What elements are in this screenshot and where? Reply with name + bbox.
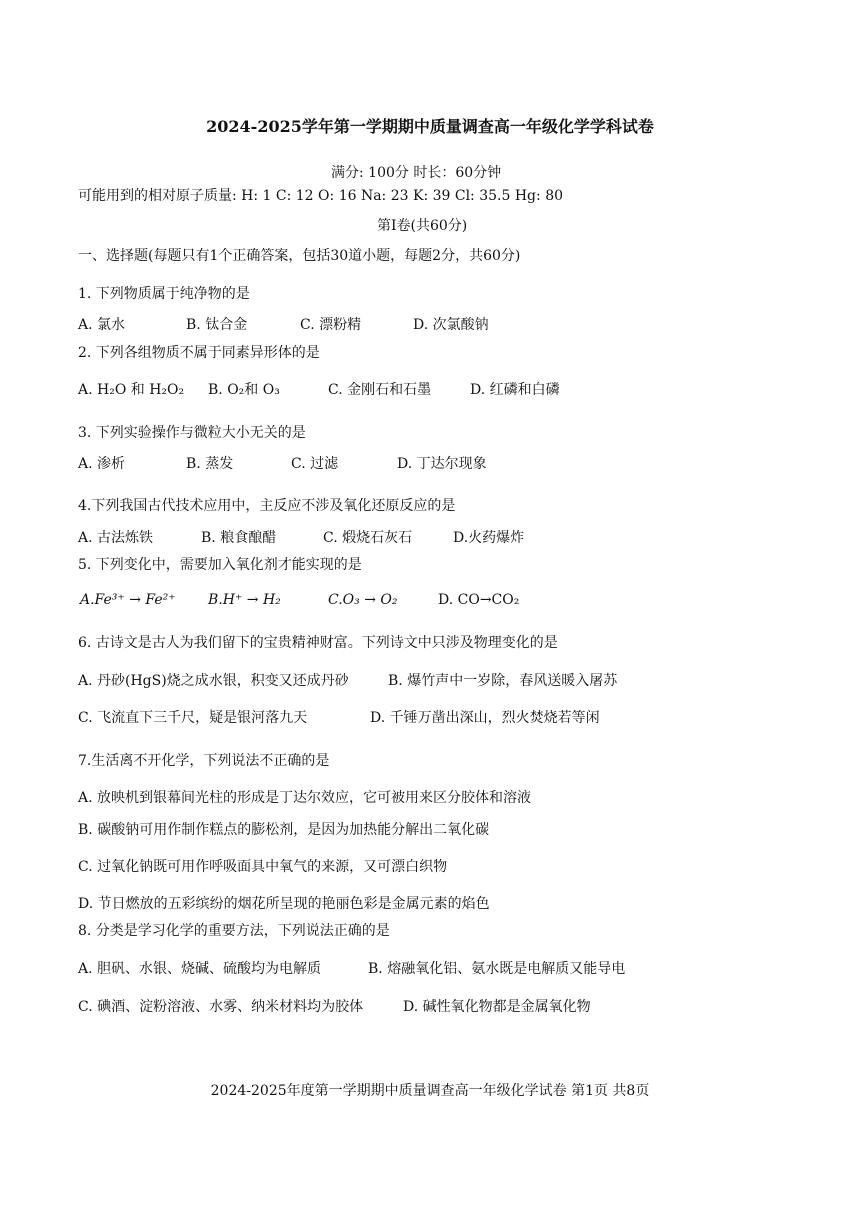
question-6-stem: 6. 古诗文是古人为我们留下的宝贵精神财富。下列诗文中只涉及物理变化的是: [78, 635, 558, 651]
option-c: C. 过氧化钠既可用作呼吸面具中氧气的来源，又可漂白织物: [78, 859, 448, 875]
question-3-stem: 3. 下列实验操作与微粒大小无关的是: [78, 425, 306, 441]
option-d: D. 红磷和白磷: [470, 382, 560, 398]
option-a: A. 放映机到银幕间光柱的形成是丁达尔效应，它可被用来区分胶体和溶液: [78, 790, 532, 806]
exam-title: 2024-2025学年第一学期期中质量调查高一年级化学学科试卷: [206, 117, 654, 136]
option-b: B. 钛合金: [186, 317, 248, 333]
page-footer: 2024-2025年度第一学期期中质量调查高一年级化学试卷 第1页 共8页: [210, 1083, 650, 1099]
option-c: C. 过滤: [291, 456, 339, 472]
option-b: B. O₂和 O₃: [208, 382, 280, 398]
option-b: B. 蒸发: [186, 456, 234, 472]
question-4-stem: 4.下列我国古代技术应用中，主反应不涉及氧化还原反应的是: [78, 498, 456, 514]
option-a: A. 古法炼铁: [78, 530, 154, 546]
question-2-stem: 2. 下列各组物质不属于同素异形体的是: [78, 345, 320, 361]
option-c: C. 碘酒、淀粉溶液、水雾、纳米材料均为胶体: [78, 999, 364, 1015]
option-b: B.H⁺ → H₂: [208, 592, 281, 608]
question-7-stem: 7.生活离不开化学，下列说法不正确的是: [78, 753, 330, 769]
option-d: D. 千锤万凿出深山，烈火焚烧若等闲: [370, 710, 600, 726]
option-a: A. 渗析: [78, 456, 126, 472]
option-a: A. 丹砂(HgS)烧之成水银，积变又还成丹砂: [78, 673, 349, 689]
option-b: B. 熔融氧化铝、氨水既是电解质又能导电: [368, 961, 626, 977]
option-c: C. 漂粉精: [300, 317, 362, 333]
option-d: D. 次氯酸钠: [413, 317, 489, 333]
section-title: 一、选择题(每题只有1个正确答案，包括30道小题，每题2分，共60分): [78, 248, 521, 264]
option-c: C.O₃ → O₂: [328, 592, 398, 608]
option-d: D. 节日燃放的五彩缤纷的烟花所呈现的艳丽色彩是金属元素的焰色: [78, 896, 490, 912]
option-d: D. 碱性氧化物都是金属氧化物: [403, 999, 591, 1015]
atomic-masses: 可能用到的相对原子质量: H: 1 C: 12 O: 16 Na: 23 K: 39 Cl: 35.5 Hg: 80: [78, 188, 564, 204]
option-d: D. 丁达尔现象: [397, 456, 487, 472]
option-d: D.火药爆炸: [453, 530, 525, 546]
part-title: 第Ⅰ卷(共60分): [377, 218, 468, 234]
option-c: C. 飞流直下三千尺，疑是银河落九天: [78, 710, 308, 726]
option-b: B. 爆竹声中一岁除，春风送暖入屠苏: [388, 673, 618, 689]
option-b: B. 碳酸钠可用作制作糕点的膨松剂，是因为加热能分解出二氧化碳: [78, 822, 490, 838]
option-a: A. 氯水: [78, 317, 126, 333]
option-b: B. 粮食酿醋: [201, 530, 277, 546]
question-5-stem: 5. 下列变化中，需要加入氧化剂才能实现的是: [78, 557, 362, 573]
option-c: C. 煅烧石灰石: [323, 530, 413, 546]
option-a: A. H₂O 和 H₂O₂: [78, 382, 185, 398]
score-time: 满分: 100分 时长：60分钟: [331, 165, 502, 181]
option-d: D. CO→CO₂: [438, 592, 520, 608]
option-c: C. 金刚石和石墨: [328, 382, 432, 398]
question-8-stem: 8. 分类是学习化学的重要方法，下列说法正确的是: [78, 923, 390, 939]
option-a: A.Fe³⁺ → Fe²⁺: [80, 592, 176, 608]
question-1-stem: 1. 下列物质属于纯净物的是: [78, 286, 250, 302]
option-a: A. 胆矾、水银、烧碱、硫酸均为电解质: [78, 961, 322, 977]
